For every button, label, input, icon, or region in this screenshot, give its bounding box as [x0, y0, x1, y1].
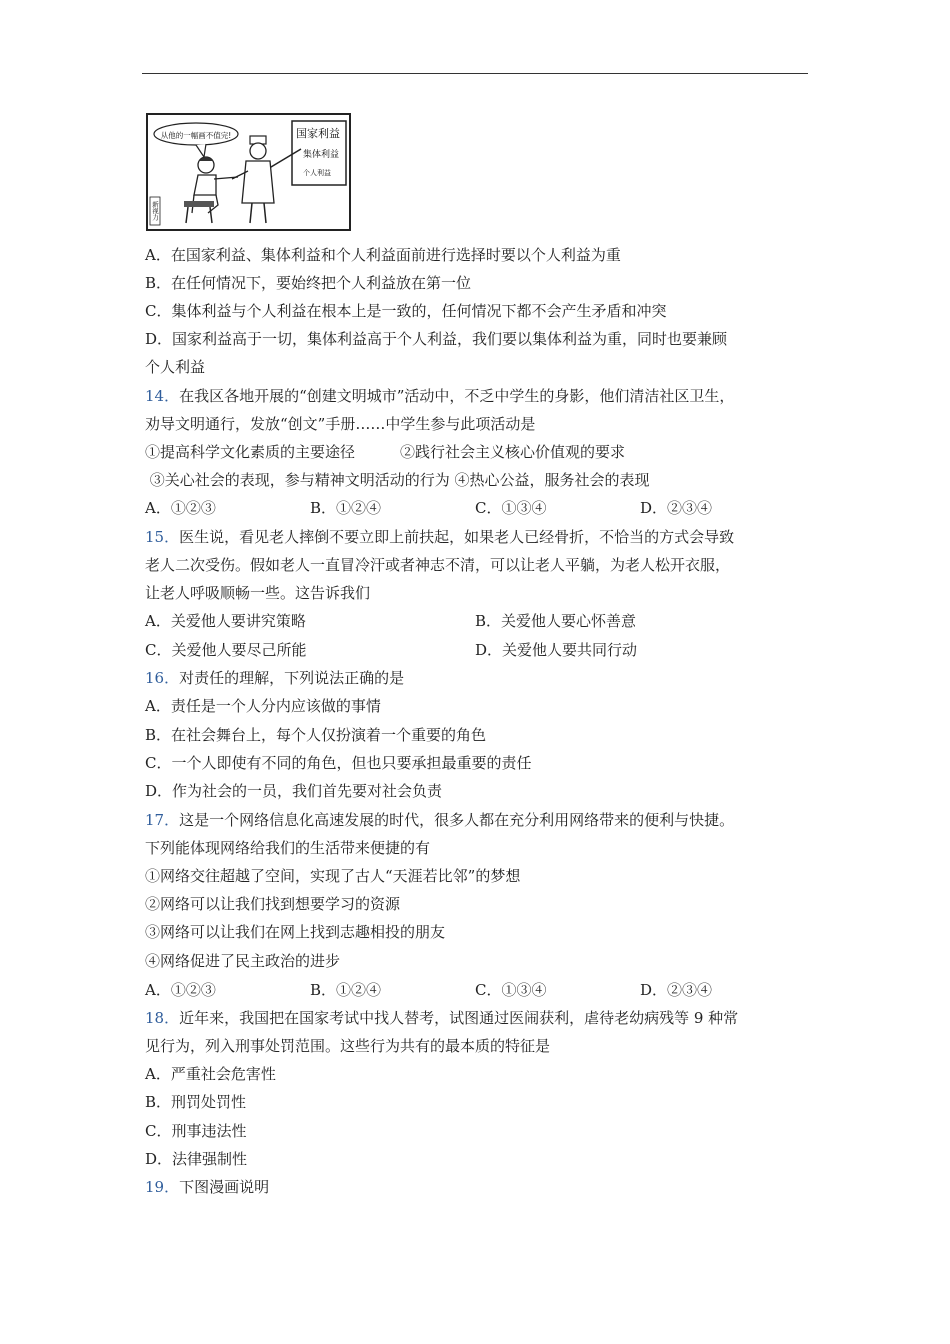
q17-stem [145, 810, 734, 830]
board-line-1: 国家利益 [296, 127, 340, 140]
q18-option-a: A．严重社会危害性 [145, 1065, 276, 1083]
header-rule [142, 73, 808, 74]
q16-option-a: A．责任是一个人分内应该做的事情 [145, 697, 381, 715]
q17-number: 17． [145, 811, 180, 829]
q17-stem-cont: 下列能体现网络给我们的生活带来便捷的有 [145, 839, 431, 857]
speech-text: 从他的一幅画不值完! [160, 131, 232, 140]
board-line-2: 集体利益 [303, 150, 340, 160]
q13-option-d: D．国家利益高于一切，集体利益高于个人利益，我们要以集体利益为重，同时也要兼顾 [145, 330, 728, 348]
q14-option-b: B．①②④ [310, 499, 382, 517]
q14-statements-1: ①提高科学文化素质的主要途径 ②践行社会主义核心价值观的要求 [145, 443, 626, 461]
q14-option-d: D．②③④ [640, 499, 713, 517]
q14-stem-cont: 劝导文明通行，发放“创文”手册……中学生参与此项活动是 [145, 415, 536, 433]
q15-stem [145, 527, 734, 547]
side-label: 新视力 [151, 201, 159, 221]
q13-option-b: B．在任何情况下，要始终把个人利益放在第一位 [145, 274, 472, 292]
q14-option-a: A．①②③ [145, 499, 216, 517]
q18-option-d: D．法律强制性 [145, 1150, 248, 1168]
board-line-3: 个人利益 [303, 169, 331, 177]
q17-statement-4: ④网络促进了民主政治的进步 [145, 952, 341, 970]
cartoon-image [146, 113, 351, 231]
q16-number: 16． [145, 669, 180, 687]
q17-option-c: C．①③④ [475, 981, 547, 999]
q16-stem-text: 对责任的理解，下列说法正确的是 [179, 669, 405, 687]
q15-option-b: B．关爱他人要心怀善意 [475, 612, 637, 630]
q14-statements-2: ③关心社会的表现，参与精神文明活动的行为 ④热心公益，服务社会的表现 [145, 471, 650, 489]
q17-statement-3: ③网络可以让我们在网上找到志趣相投的朋友 [145, 923, 446, 941]
q17-statement-1: ①网络交往超越了空间，实现了古人“天涯若比邻”的梦想 [145, 867, 521, 885]
q14-stem [145, 386, 734, 406]
q16-option-d: D．作为社会的一员，我们首先要对社会负责 [145, 782, 443, 800]
q18-option-c: C．刑事违法性 [145, 1122, 247, 1140]
q15-stem-cont-2: 让老人呼吸顺畅一些。这告诉我们 [145, 584, 371, 602]
q19-stem [145, 1177, 269, 1197]
q16-option-b: B．在社会舞台上，每个人仅扮演着一个重要的角色 [145, 726, 487, 744]
q15-option-a: A．关爱他人要讲究策略 [145, 612, 306, 630]
q18-stem-cont: 见行为，列入刑事处罚范围。这些行为共有的最本质的特征是 [145, 1037, 551, 1055]
q13-option-d-cont: 个人利益 [145, 358, 206, 376]
q18-option-b: B．刑罚处罚性 [145, 1093, 247, 1111]
q14-stem-text: 在我区各地开展的“创建文明城市”活动中，不乏中学生的身影，他们清洁社区卫生， [179, 387, 735, 405]
q19-number: 19． [145, 1178, 180, 1196]
q17-option-d: D．②③④ [640, 981, 713, 999]
q15-option-d: D．关爱他人要共同行动 [475, 641, 638, 659]
q15-stem-text: 医生说，看见老人摔倒不要立即上前扶起，如果老人已经骨折，不恰当的方式会导致 [179, 528, 735, 546]
q17-option-a: A．①②③ [145, 981, 216, 999]
q17-option-b: B．①②④ [310, 981, 382, 999]
q19-stem-text: 下图漫画说明 [179, 1178, 270, 1196]
q18-number: 18． [145, 1009, 180, 1027]
q17-stem-text: 这是一个网络信息化高速发展的时代，很多人都在充分利用网络带来的便利与快捷。 [179, 811, 735, 829]
q13-option-c: C．集体利益与个人利益在根本上是一致的，任何情况下都不会产生矛盾和冲突 [145, 302, 667, 320]
q18-stem-text: 近年来，我国把在国家考试中找人替考，试图通过医闹获利，虐待老幼病残等 9 种常 [179, 1009, 739, 1027]
q13-option-a: A．在国家利益、集体利益和个人利益面前进行选择时要以个人利益为重 [145, 246, 621, 264]
q15-option-c: C．关爱他人要尽己所能 [145, 641, 307, 659]
q16-option-c: C．一个人即使有不同的角色，但也只要承担最重要的责任 [145, 754, 532, 772]
q16-stem [145, 668, 404, 688]
q18-stem [145, 1008, 738, 1028]
q14-number: 14． [145, 387, 180, 405]
q15-number: 15． [145, 528, 180, 546]
q15-stem-cont-1: 老人二次受伤。假如老人一直冒冷汗或者神志不清，可以让老人平躺，为老人松开衣服， [145, 556, 731, 574]
q17-statement-2: ②网络可以让我们找到想要学习的资源 [145, 895, 401, 913]
q14-option-c: C．①③④ [475, 499, 547, 517]
